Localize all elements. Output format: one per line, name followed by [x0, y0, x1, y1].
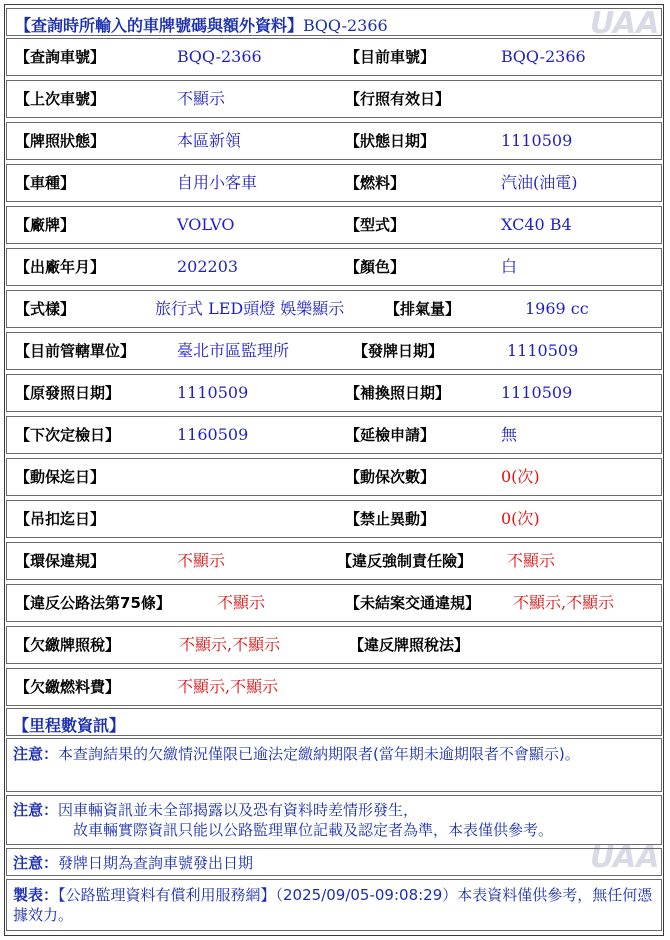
field-label: 【未結案交通違規】 [345, 594, 481, 612]
info-row [6, 164, 662, 202]
note-2-line1: 因車輛資訊並未全部揭露以及恐有資料時差情形發生， [58, 801, 419, 819]
report-footer [6, 879, 662, 931]
field-label: 【車種】 [15, 174, 76, 192]
note-2-line2: 故車輛實際資訊只能以公路監理單位記載及認定者為準，本表僅供參考。 [73, 821, 554, 839]
note-1-text: 本查詢結果的欠繳情況僅限已逾法定繳納期限者(當年期未逾期限者不會顯示)。 [58, 745, 580, 763]
field-label: 【動保迄日】 [15, 468, 106, 486]
field-value: 不顯示,不顯示 [513, 593, 615, 612]
field-label: 【型式】 [345, 216, 406, 234]
field-label: 【式樣】 [15, 300, 76, 318]
note-3-text: 發牌日期為查詢車號發出日期 [58, 854, 254, 872]
field-label: 【環保違規】 [15, 552, 106, 570]
field-label: 【顏色】 [345, 258, 406, 276]
field-label: 【燃料】 [345, 174, 406, 192]
field-value: 1110509 [507, 341, 579, 360]
field-label: 【補換照日期】 [345, 384, 451, 402]
field-label: 【違反公路法第75條】 [15, 594, 171, 612]
field-value: 202203 [177, 257, 239, 276]
field-value: 本區新領 [177, 131, 242, 150]
info-row [6, 206, 662, 244]
field-value: 0(次) [501, 467, 540, 486]
note-2-label: 注意： [13, 801, 59, 819]
field-value: BQQ-2366 [177, 47, 262, 66]
field-label: 【欠繳燃料費】 [15, 678, 121, 696]
field-label: 【禁止異動】 [345, 510, 436, 528]
footer-text: 【公路監理資料有償利用服務網】（2025/09/05-09:08:29）本表資料僅供參考，無任何憑據效力。 [13, 886, 653, 924]
field-value: 不顯示 [507, 551, 556, 570]
field-label: 【目前車號】 [345, 48, 436, 66]
field-value: 不顯示,不顯示 [179, 635, 281, 654]
field-value: BQQ-2366 [501, 47, 586, 66]
field-value: 汽油(油電) [501, 173, 578, 192]
field-value: 白 [501, 257, 518, 276]
watermark-top: UAA [590, 6, 660, 41]
query-title-label: 【查詢時所輸入的車牌號碼與額外資料】 [15, 16, 304, 35]
query-title-plate: BQQ-2366 [303, 16, 388, 35]
info-row [6, 542, 662, 580]
info-row [6, 626, 662, 664]
field-label: 【動保次數】 [345, 468, 436, 486]
field-value: 1110509 [177, 383, 249, 402]
field-value: 1110509 [501, 383, 573, 402]
field-label: 【狀態日期】 [345, 132, 436, 150]
field-value: 無 [501, 425, 518, 444]
field-label: 【違反牌照稅法】 [349, 636, 470, 654]
field-value: XC40 B4 [501, 215, 572, 234]
field-value: 1160509 [177, 425, 249, 444]
field-label: 【原發照日期】 [15, 384, 121, 402]
query-title-bar [6, 8, 662, 36]
field-label: 【上次車號】 [15, 90, 106, 108]
field-value: 臺北市區監理所 [177, 341, 290, 360]
field-label: 【延檢申請】 [345, 426, 436, 444]
field-value: 1110509 [501, 131, 573, 150]
field-label: 【違反強制責任險】 [337, 552, 473, 570]
field-value: 不顯示 [217, 593, 266, 612]
field-label: 【吊扣迄日】 [15, 510, 106, 528]
field-value: 1969 cc [525, 299, 589, 318]
field-label: 【出廠年月】 [15, 258, 106, 276]
note-1 [6, 738, 662, 792]
info-row [6, 122, 662, 160]
info-row [6, 584, 662, 622]
note-3 [6, 848, 662, 876]
field-value: VOLVO [177, 215, 235, 234]
info-row [6, 332, 662, 370]
field-value: 不顯示 [177, 89, 226, 108]
note-1-label: 注意： [13, 745, 59, 763]
info-row [6, 500, 662, 538]
info-row [6, 290, 662, 328]
field-value: 不顯示 [177, 551, 226, 570]
info-row [6, 416, 662, 454]
field-label: 【廠牌】 [15, 216, 76, 234]
footer-label: 製表： [13, 886, 59, 904]
info-row [6, 374, 662, 412]
field-value: 不顯示,不顯示 [177, 677, 279, 696]
mileage-section [6, 708, 662, 736]
query-title [15, 13, 388, 36]
info-row [6, 458, 662, 496]
info-row [6, 80, 662, 118]
field-value: 0(次) [501, 509, 540, 528]
watermark-bottom: UAA [590, 840, 660, 875]
field-label: 【牌照狀態】 [15, 132, 106, 150]
info-row [6, 248, 662, 286]
field-label: 【欠繳牌照稅】 [15, 636, 121, 654]
field-value: 旅行式 LED頭燈 娛樂顯示 [155, 299, 345, 318]
field-label: 【下次定檢日】 [15, 426, 121, 444]
info-row [6, 38, 662, 76]
field-value: 自用小客車 [177, 173, 258, 192]
mileage-title: 【里程數資訊】 [13, 716, 126, 735]
field-label: 【發牌日期】 [353, 342, 444, 360]
field-label: 【行照有效日】 [345, 90, 451, 108]
field-label: 【排氣量】 [385, 300, 461, 318]
field-label: 【查詢車號】 [15, 48, 106, 66]
field-label: 【目前管轄單位】 [15, 342, 136, 360]
note-3-label: 注意： [13, 854, 59, 872]
info-row [6, 668, 662, 706]
note-2 [6, 795, 662, 845]
